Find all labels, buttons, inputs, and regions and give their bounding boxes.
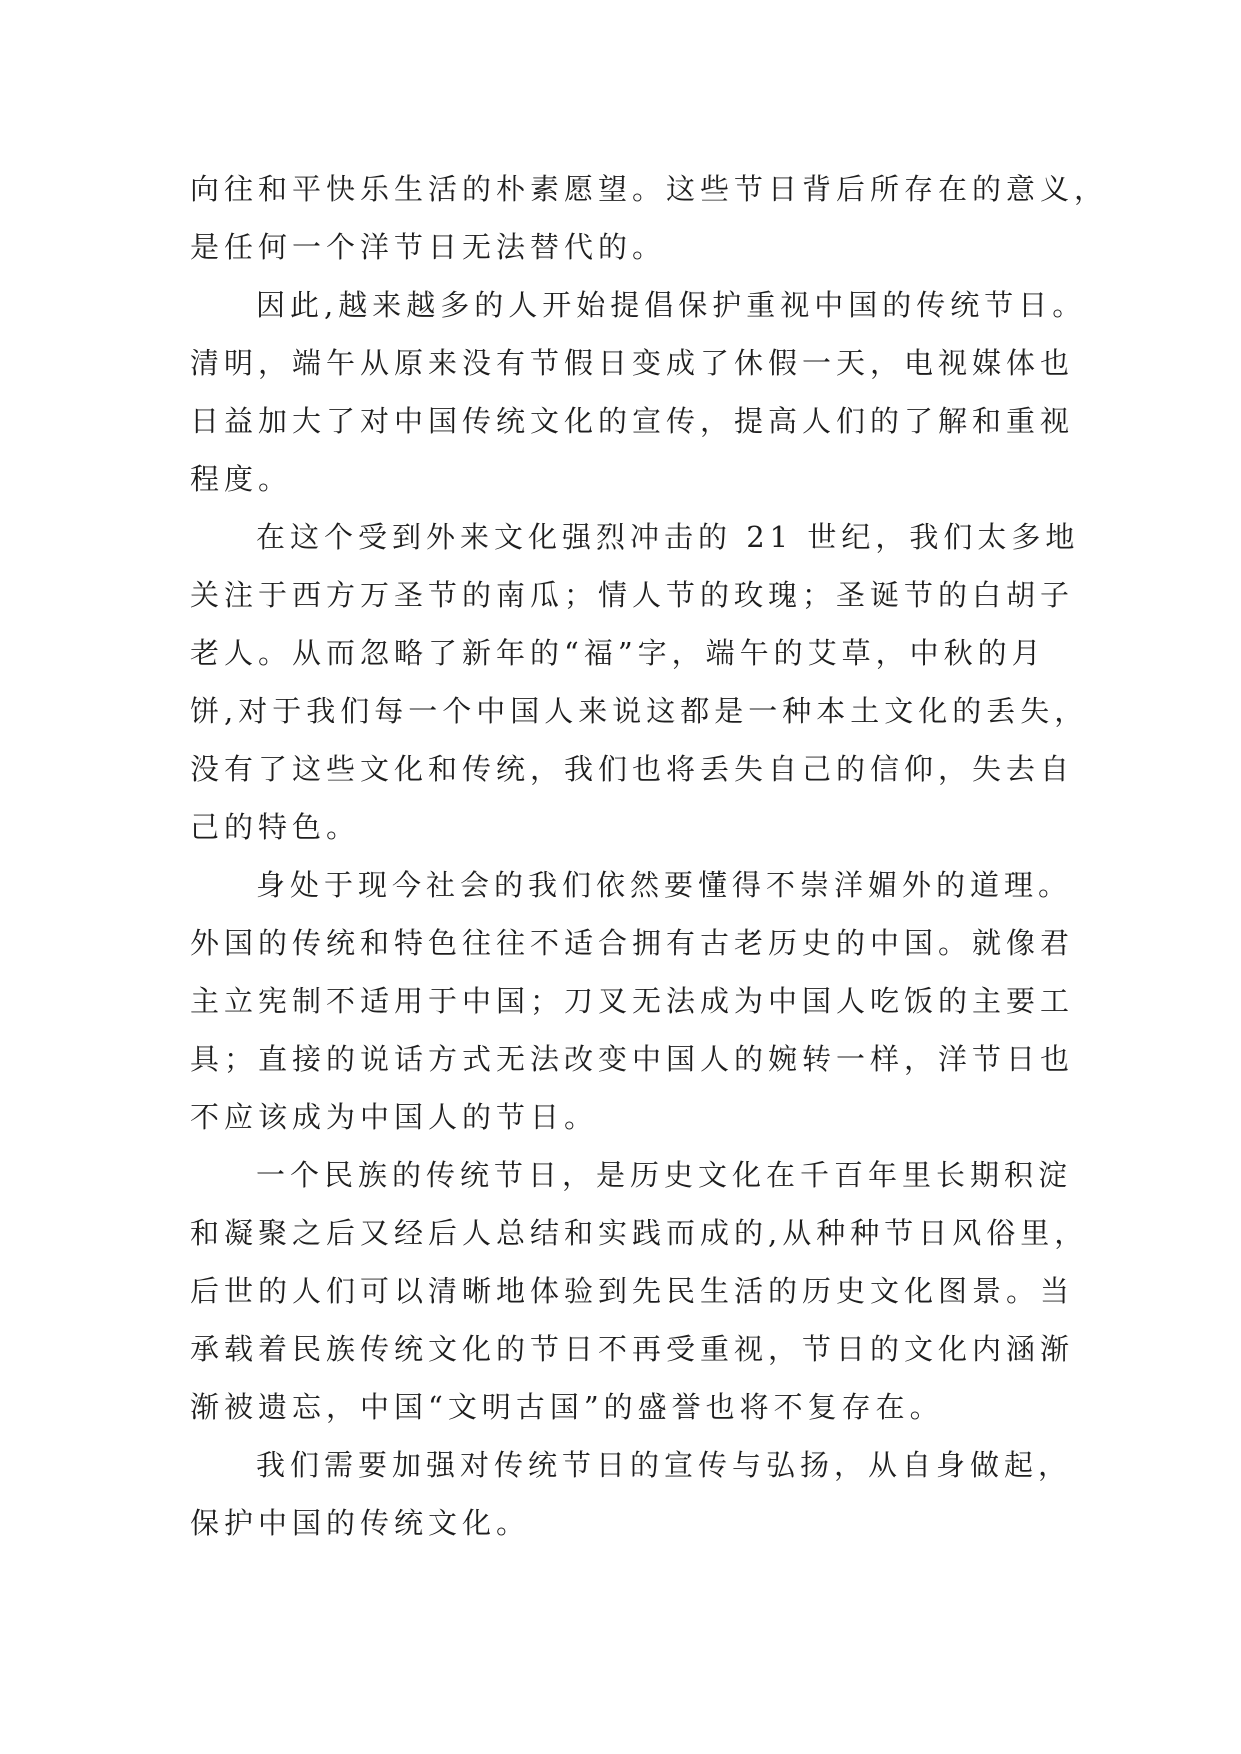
essay-body — [190, 160, 1109, 1552]
text-line: 渐被遗忘，中国“文明古国”的盛誉也将不复存在。 — [190, 1390, 944, 1424]
text-line: 后世的人们可以清晰地体验到先民生活的历史文化图景。当 — [190, 1274, 1075, 1308]
text-line: 保护中国的传统文化。 — [190, 1506, 531, 1540]
text-line: 是任何一个洋节日无法替代的。 — [190, 230, 667, 264]
paragraph-1 — [190, 160, 1109, 276]
text-line: 不应该成为中国人的节日。 — [190, 1100, 599, 1134]
text-line-first: 一个民族的传统节日，是历史文化在千百年里长期积淀 — [256, 1158, 1073, 1192]
text-line: 向往和平快乐生活的朴素愿望。这些节日背后所存在的意义， — [190, 172, 1109, 206]
text-line: 老人。从而忽略了新年的“福”字，端午的艾草，中秋的月 — [190, 636, 1046, 670]
text-line: 具；直接的说话方式无法改变中国人的婉转一样，洋节日也 — [190, 1042, 1075, 1076]
text-line: 日益加大了对中国传统文化的宣传，提高人们的了解和重视 — [190, 404, 1075, 438]
paragraph-6 — [190, 1436, 1090, 1552]
paragraph-5 — [190, 1146, 1090, 1436]
text-line-first: 身处于现今社会的我们依然要懂得不崇洋媚外的道理。 — [256, 868, 1073, 902]
text-line-first: 在这个受到外来文化强烈冲击的 21 世纪，我们太多地 — [256, 520, 1080, 554]
paragraph-2 — [190, 276, 1090, 508]
text-line: 关注于西方万圣节的南瓜；情人节的玫瑰；圣诞节的白胡子 — [190, 578, 1075, 612]
paragraph-4 — [190, 856, 1090, 1146]
paragraph-3 — [190, 508, 1090, 856]
text-line: 程度。 — [190, 462, 293, 496]
text-line: 没有了这些文化和传统，我们也将丢失自己的信仰，失去自 — [190, 752, 1075, 786]
text-line: 外国的传统和特色往往不适合拥有古老历史的中国。就像君 — [190, 926, 1075, 960]
text-line: 己的特色。 — [190, 810, 361, 844]
text-line: 清明，端午从原来没有节假日变成了休假一天，电视媒体也 — [190, 346, 1075, 380]
text-line: 和凝聚之后又经后人总结和实践而成的,从种种节日风俗里， — [190, 1216, 1089, 1250]
text-line: 承载着民族传统文化的节日不再受重视，节日的文化内涵渐 — [190, 1332, 1075, 1366]
text-line: 饼,对于我们每一个中国人来说这都是一种本土文化的丢失， — [190, 694, 1089, 728]
text-line-first: 因此,越来越多的人开始提倡保护重视中国的传统节日。 — [256, 288, 1087, 322]
text-line-first: 我们需要加强对传统节日的宣传与弘扬，从自身做起， — [256, 1448, 1073, 1482]
text-line: 主立宪制不适用于中国；刀叉无法成为中国人吃饭的主要工 — [190, 984, 1075, 1018]
